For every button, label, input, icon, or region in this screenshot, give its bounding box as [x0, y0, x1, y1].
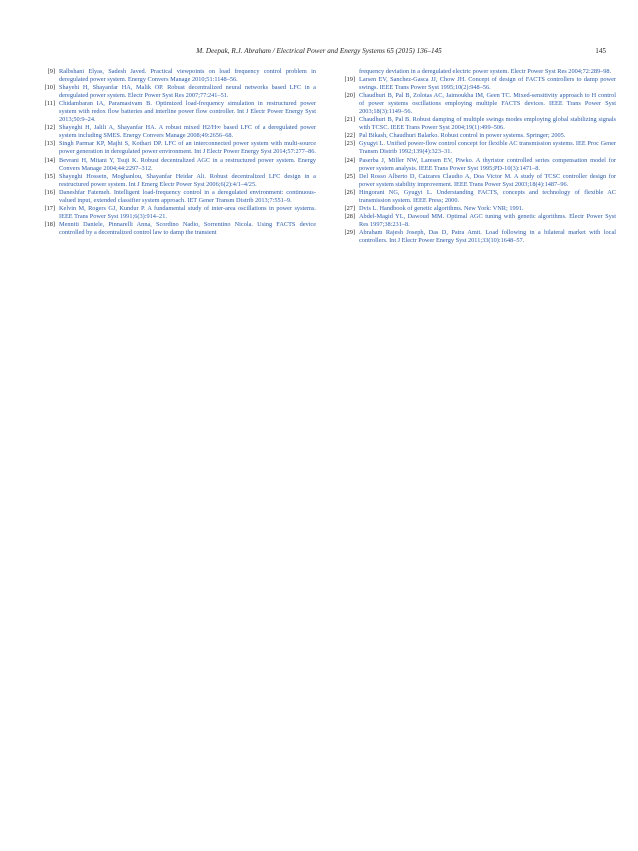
reference-citation-link[interactable]: A fundamental study of inter-area oscillations in power systems. IEEE Trans Power Syst 1991;6(3):914–21.: [59, 204, 316, 220]
reference-item: [34, 173, 316, 189]
reference-text: [59, 68, 316, 84]
reference-number: [29]: [344, 228, 355, 236]
reference-text: [359, 157, 616, 173]
reference-citation-link[interactable]: Using FACTS device controlled by a decentralized control law to damp the transient: [59, 220, 316, 236]
reference-authors-link[interactable]: Pal Bikash, Chaudhuri Balarko.: [359, 132, 439, 140]
reference-item: [334, 132, 616, 140]
reference-citation-link[interactable]: Unified power-flow control concept for flexible AC transmission systems. IEE Proc Gener Transm Distrib 1992;139(4):323–31.: [359, 140, 616, 156]
reference-text: [59, 189, 316, 205]
reference-text: [59, 173, 316, 189]
reference-item: [334, 92, 616, 116]
reference-citation-link[interactable]: LFC of an interconnected power system with multi-source power generation in deregulated power environment. Int J Electr Power Energy Syst 2014;57:277–86.: [59, 140, 316, 156]
reference-citation-link[interactable]: Load following in a bilateral market with local controllers. Int J Electr Power Energy Syst 2011;33(10):1648–57.: [359, 228, 616, 244]
reference-text: [359, 116, 616, 132]
reference-authors-link[interactable]: Ralbshani Elyas, Sadesh Javed.: [59, 68, 147, 75]
reference-item: [334, 173, 616, 189]
reference-item: [34, 221, 316, 237]
reference-authors-link[interactable]: Abraham Rajesh Joseph, Das D, Patra Amit.: [359, 228, 482, 236]
reference-authors-link[interactable]: Menniti Daniele, Pinnarelli Anna, Scordino Nadio, Sorrentino Nicola.: [59, 220, 253, 228]
reference-text: [359, 140, 616, 156]
reference-text: [359, 173, 616, 189]
reference-citation-link[interactable]: Robust decentralized AGC in a restructured power system. Energy Convers Manage 2004;44:2297–312.: [59, 156, 316, 172]
reference-citation-link[interactable]: A study of TCSC controller design for power system stability improvement. IEEE Trans Power Syst 2003;18(4):1487–96.: [359, 172, 616, 188]
reference-number: [334, 68, 359, 76]
reference-authors-link[interactable]: Shayeghi Hossein, Moghanlou, Shayanfar Heidar Ali.: [59, 172, 206, 180]
reference-item: [334, 213, 616, 229]
reference-number: [28]: [344, 212, 355, 220]
reference-authors-link[interactable]: Larsen EV, Sanchez-Gasca JJ, Chow JH.: [359, 76, 466, 84]
reference-citation-link[interactable]: Handbook of genetic algorithms. New York: VNR; 1991.: [377, 204, 524, 212]
reference-number: [15]: [44, 172, 55, 180]
reference-item: [334, 157, 616, 173]
reference-number: [27]: [344, 204, 355, 212]
reference-authors-link[interactable]: Chaudhuri B, Pal B, Zolotas AC, Jaimoukha IM, Geen TC.: [359, 92, 512, 100]
reference-citation-link[interactable]: Optimized load-frequency simulation in restructured power system with redox flow batteries and interline power flow controller. Int J Electr Power Energy Syst 2013;50:9–24.: [59, 100, 316, 124]
reference-number: [19]: [344, 76, 355, 84]
reference-item: [334, 205, 616, 213]
reference-number: [24]: [344, 156, 355, 164]
reference-text: [59, 157, 316, 173]
reference-citation-link[interactable]: Robust decentralized LFC design in a restructured power system. Int J Emerg Electr Power Syst 2006;6(2):4/1–4/25.: [59, 172, 316, 188]
reference-item: [34, 189, 316, 205]
reference-item: [334, 76, 616, 92]
reference-authors-link[interactable]: Chaudhuri B, Pal B.: [359, 116, 411, 124]
reference-text: [359, 76, 616, 92]
reference-citation-link[interactable]: Intelligent load-frequency control in a deregulated environment: continuous-valued input, extended classifier system approach. IET Gener Transm Distrib 2013;7:551–9.: [59, 188, 316, 204]
reference-text: [59, 205, 316, 221]
reference-authors-link[interactable]: Hingorani NG, Gyugyi L.: [359, 188, 433, 196]
reference-item: [34, 124, 316, 140]
reference-authors-link[interactable]: Chidambaran IA, Paramasivam B.: [59, 100, 152, 108]
reference-text: [359, 189, 616, 205]
reference-number: [20]: [344, 92, 355, 100]
reference-text: [359, 213, 616, 229]
reference-number: [13]: [44, 140, 55, 148]
reference-number: [18]: [44, 220, 55, 228]
reference-text: [359, 229, 616, 245]
reference-number: [23]: [344, 140, 355, 148]
reference-list: [34, 68, 616, 245]
reference-citation-link[interactable]: Mixed-sensitivity approach to H control of power systems oscillations employing multiple FACTS devices. IEEE Trans Power Syst 2003;18(3):1149–56.: [359, 92, 616, 116]
reference-text: [359, 92, 616, 116]
reference-authors-link[interactable]: Kelvin M, Rogers GJ, Kundur P.: [59, 204, 146, 212]
page-number: 145: [595, 47, 606, 55]
reference-number: [11]: [44, 100, 55, 108]
reference-number: [17]: [44, 204, 55, 212]
reference-text: [59, 140, 316, 156]
reference-item: [34, 205, 316, 221]
reference-item: [34, 157, 316, 173]
reference-text: [59, 84, 316, 100]
reference-text: [359, 205, 616, 213]
reference-citation-link[interactable]: Robust control in power systems. Springer; 2005.: [438, 132, 566, 140]
reference-item: [334, 189, 616, 205]
reference-column-right: [334, 68, 616, 245]
reference-citation-link[interactable]: Practical viewpoints on load frequency control problem in deregulated power system. Energy Convers Manage 2010;51:1148–56.: [59, 68, 316, 84]
reference-number: [21]: [344, 116, 355, 124]
reference-authors-link[interactable]: Paserba J, Miller NW, Laresen EV, Piwko.: [359, 156, 474, 164]
reference-item: [334, 140, 616, 156]
reference-item: [334, 229, 616, 245]
reference-text: [59, 124, 316, 140]
reference-item: [34, 100, 316, 124]
reference-authors-link[interactable]: Shayeghi H, Jalili A, Shayanfar HA.: [59, 124, 157, 132]
reference-citation-link[interactable]: A robust mixed H2/H∞ based LFC of a deregulated power system including SMES. Energy Convers Manage 2008;49:2656–68.: [59, 124, 316, 140]
reference-item: [34, 84, 316, 100]
reference-authors-link[interactable]: Singh Parmar KP, Majhi S, Kothari DP.: [59, 140, 163, 148]
reference-authors-link[interactable]: Bevrani H, Mitani Y, Tsuji K.: [59, 156, 139, 164]
reference-number: [14]: [44, 156, 55, 164]
reference-authors-link[interactable]: Shayehi H, Shayanfar HA, Malik OP.: [59, 84, 164, 92]
reference-item: [34, 68, 316, 84]
reference-citation-link[interactable]: Robust damping of multiple swings modes employing global stabilizing signals with TCSC. IEEE Trans Power Syst 2004;19(1):499–506.: [359, 116, 616, 132]
reference-number: [26]: [344, 188, 355, 196]
reference-number: [12]: [44, 124, 55, 132]
reference-column-left: [34, 68, 316, 245]
reference-authors-link[interactable]: Dvis L.: [359, 204, 378, 212]
reference-item: [334, 116, 616, 132]
reference-text: [59, 100, 316, 124]
reference-authors-link[interactable]: Del Rosso Alberto D, Caizares Claudio A, Doa Victor M.: [359, 172, 512, 180]
reference-authors-link[interactable]: Gyugyi L.: [359, 140, 385, 148]
reference-text: [359, 68, 616, 76]
reference-text: [59, 221, 316, 237]
reference-citation-link[interactable]: frequency deviation in a deregulated electric power system. Electr Power Syst Res 2004;72:289–98.: [359, 68, 612, 75]
reference-item: [334, 68, 616, 76]
reference-authors-link[interactable]: Daneshfar Fatemeh.: [59, 188, 111, 196]
reference-number: [9]: [47, 68, 55, 75]
reference-item: [34, 140, 316, 156]
reference-citation-link[interactable]: A thyristor controlled series compensation model for power system analysis. IEEE Trans Power Syst 1995;PD-10(3):1471–8.: [359, 156, 616, 172]
reference-citation-link[interactable]: Understanding FACTS, concepts and technology of flexible AC transmission system. IEEE Press; 2000.: [359, 188, 616, 204]
reference-citation-link[interactable]: Concept of design of FACTS controllers to damp power swings. IEEE Trans Power Syst 1995;10(2):948–56.: [359, 76, 616, 92]
reference-number: [16]: [44, 188, 55, 196]
reference-text: [359, 132, 616, 140]
reference-number: [10]: [44, 84, 55, 92]
reference-number: [25]: [344, 172, 355, 180]
reference-number: [22]: [344, 132, 355, 140]
reference-authors-link[interactable]: Abdel-Magid YL, Dawoud MM.: [359, 212, 445, 220]
page-header: [0, 47, 638, 59]
running-head: M. Deepak, R.J. Abraham / Electrical Power and Energy Systems 65 (2015) 136–145: [196, 47, 442, 55]
reference-citation-link[interactable]: Optimal AGC tuning with genetic algorithms. Electr Power Syst Res 1997;38:231–8.: [359, 212, 617, 228]
reference-citation-link[interactable]: Robust decentralized neural networks based LFC in a deregulated power system. Electr Power Syst Res 2007;77:241–51.: [59, 84, 316, 100]
